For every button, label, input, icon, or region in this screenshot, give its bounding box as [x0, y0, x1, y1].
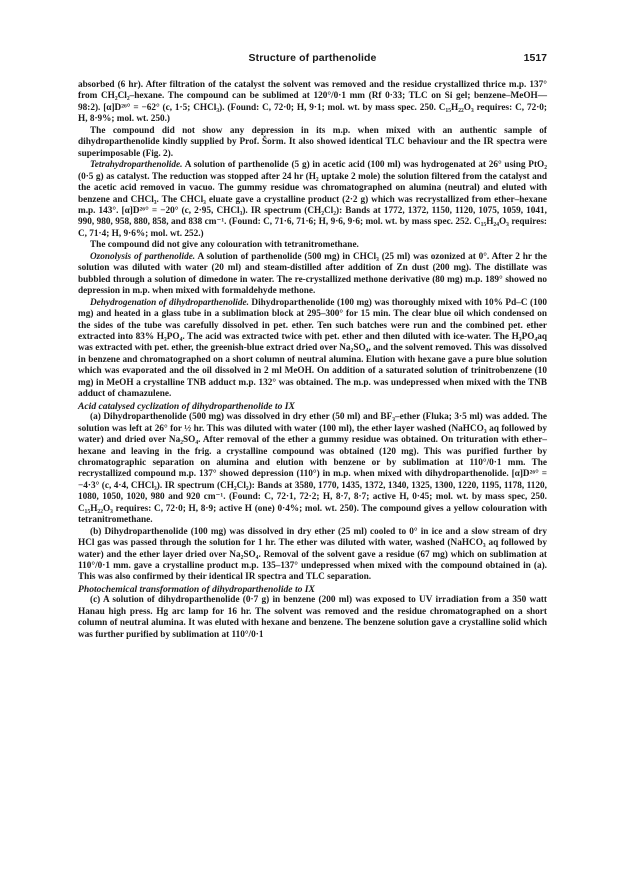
paragraph-tetranitromethane: The compound did not give any colouration with tetranitromethane.: [90, 240, 359, 251]
page-number: 1517: [523, 52, 547, 64]
page-header: [78, 52, 547, 68]
paragraph-text-dehydrogenation: Dihydroparthenolide (100 mg) was thoroughly mixed with 10% Pd–C (100 mg) and heated in a glass tube in a sublimation block at 295–300° for 15 min. The clear blue oil which condensed on the sides of the tube was carefully dissolved in pet. ether. Ten such batches were run and the combined pet. ether extracted into 83% H₃PO₄. The acid was extracted twice with pet. ether and then diluted with ice-water. The H₃PO₄aq was extracted with pet. ether, the greenish-blue extract dried over Na₂SO₄, and the solvent removed. This was dissolved in benzene and chromatographed on a short column of neutral alumina. Elution with hexane gave a pure blue solution which was evaporated and the oil dissolved in 2 ml MeOH. On addition of a saturated solution of trinitrobenzene (10 mg) in MeOH a crystalline TNB adduct m.p. 132° was obtained. The m.p. was undepressed when mixed with the TNB adduct of chamazulene.: [78, 297, 547, 400]
paragraph-dehydrogenation: [78, 298, 547, 401]
article-body: [78, 80, 547, 641]
runin-title-tetrahydro: Tetrahydroparthenolide.: [90, 160, 183, 171]
paragraph-text-tetrahydro: A solution of parthenolide (5 g) in acetic acid (100 ml) was hydrogenated at 26° using PtO₂ (0·5 g) as catalyst. The reduction was stopped after 24 hr (H₂ uptake 2 mole) the solution filtered from the catalyst and the acetic acid removed in vacuo. The gummy residue was chromatographed on alumina (neutral) and eluted with benzene and CHCl₃. The CHCl₃ eluate gave a crystalline product (2·2 g) which was recrystallized from ether–hexane m.p. 143°. [α]D²⁶° = −20° (c, 2·95, CHCl₃). IR spectrum (CH₂Cl₂): Bands at 1772, 1372, 1150, 1120, 1075, 1059, 1041, 990, 980, 958, 880, 858, and 838 cm⁻¹. (Found: C, 71·6, 71·6; H, 9·6, 9·6; mol. wt. by mass spec. 252. C₁₅H₂₄O₃ requires: C, 71·4; H, 9·6%; mol. wt. 252.): [78, 160, 547, 239]
paragraph-photochemical-c: (c) A solution of dihydroparthenolide (0·7 g) in benzene (200 ml) was exposed to UV irradiation from a 350 watt Hanau high press. Hg arc lamp for 16 hr. The solvent was removed and the residue chromatographed on a short column of neutral alumina. It was eluted with hexane and benzene. The benzene solution gave a crystalline solid which was further purified by sublimation at 110°/0·1: [78, 595, 547, 640]
paragraph-dihydro-comparison: The compound did not show any depression in its m.p. when mixed with an authentic sample of dihydroparthenolide kindly supplied by Prof. Šorm. It also showed identical TLC behaviour and the IR spectra were superimposable (Fig. 2).: [78, 125, 547, 159]
paragraph-cyclization-b: (b) Dihydroparthenolide (100 mg) was dissolved in dry ether (25 ml) cooled to 0° in ice and a slow stream of dry HCl gas was passed through the solution for 1 hr. The ether was diluted with water, washed (NaHCO₃ aq followed by water) and the ether layer dried over Na₂SO₄. Removal of the solvent gave a residue (67 mg) which on sublimation at 110°/0·1 mm. gave a crystalline product m.p. 135–137° undepressed when mixed with the compound obtained in (a). This was also confirmed by their identical IR spectra and TLC separation.: [78, 526, 547, 583]
paragraph-tetrahydroparthenolide: [78, 160, 547, 240]
runin-title-ozonolysis: Ozonolysis of parthenolide.: [90, 251, 196, 262]
paragraph-dihydro-continued: absorbed (6 hr). After filtration of the catalyst the solvent was removed and the residue crystallized thrice m.p. 137° from CH₂Cl₂–hexane. The compound can be sublimed at 120°/0·1 mm (Rf 0·33; TLC on Si gel; benzene–MeOH—98:2). [α]D²⁶° = −62° (c, 1·5; CHCl₃). (Found: C, 72·0; H, 9·1; mol. wt. by mass spec. 250. C₁₅H₂₂O₃ requires: C, 72·0; H, 8·9%; mol. wt. 250.): [78, 80, 547, 125]
paragraph-cyclization-a: (a) Dihydroparthenolide (500 mg) was dissolved in dry ether (50 ml) and BF₃–ether (Fluka; 3·5 ml) was added. The solution was left at 26° for ½ hr. This was diluted with water (100 ml), the ether layer washed (NaHCO₃ aq followed by water) and dried over Na₂SO₄. After removal of the ether a gummy residue was obtained. On trituration with ether–hexane and leaving in the frig. a crystalline compound was obtained (120 mg). This was purified further by chromatographic separation on alumina and elution with benzene or by sublimation at 110°/0·1 mm. The recrystallized compound m.p. 137° showed depression (110°) in m.p. when mixed with dihydroparthenolide. [α]D²⁶° = −4·3° (c, 4·4, CHCl₃). IR spectrum (CH₂Cl₂): Bands at 3580, 1770, 1435, 1372, 1340, 1325, 1300, 1220, 1195, 1178, 1120, 1080, 1050, 1020, 980 and 920 cm⁻¹. (Found: C, 72·1, 72·2; H, 8·7, 8·7; active H, 0·45; mol. wt. by mass spec, 250. C₁₅H₂₂O₃ requires: C, 72·0; H, 8·9; active H (one) 0·4%; mol. wt. 250). The compound gives a yellow colouration with tetranitromethane.: [78, 412, 547, 526]
running-title: Structure of parthenolide: [248, 52, 377, 64]
runin-title-dehydrogenation: Dehydrogenation of dihydroparthenolide.: [90, 297, 249, 308]
paragraph-ozonolysis: [78, 252, 547, 298]
section-heading-photochemical: Photochemical transformation of dihydroparthenolide to IX: [78, 583, 315, 595]
paragraph-text-ozonolysis: A solution of parthenolide (500 mg) in CHCl₃ (25 ml) was ozonized at 0°. After 2 hr the solution was diluted with water (20 ml) and steam-distilled after addition of Zn dust (200 mg). The distillate was bubbled through a solution of dimedone in water. The re-crystallized methone derivative (80 mg) m.p. 189° showed no depression in m.p. when mixed with formaldehyde methone.: [78, 251, 547, 297]
section-heading-acid-cyclization: Acid catalysed cyclization of dihydroparthenolide to IX: [78, 400, 295, 412]
